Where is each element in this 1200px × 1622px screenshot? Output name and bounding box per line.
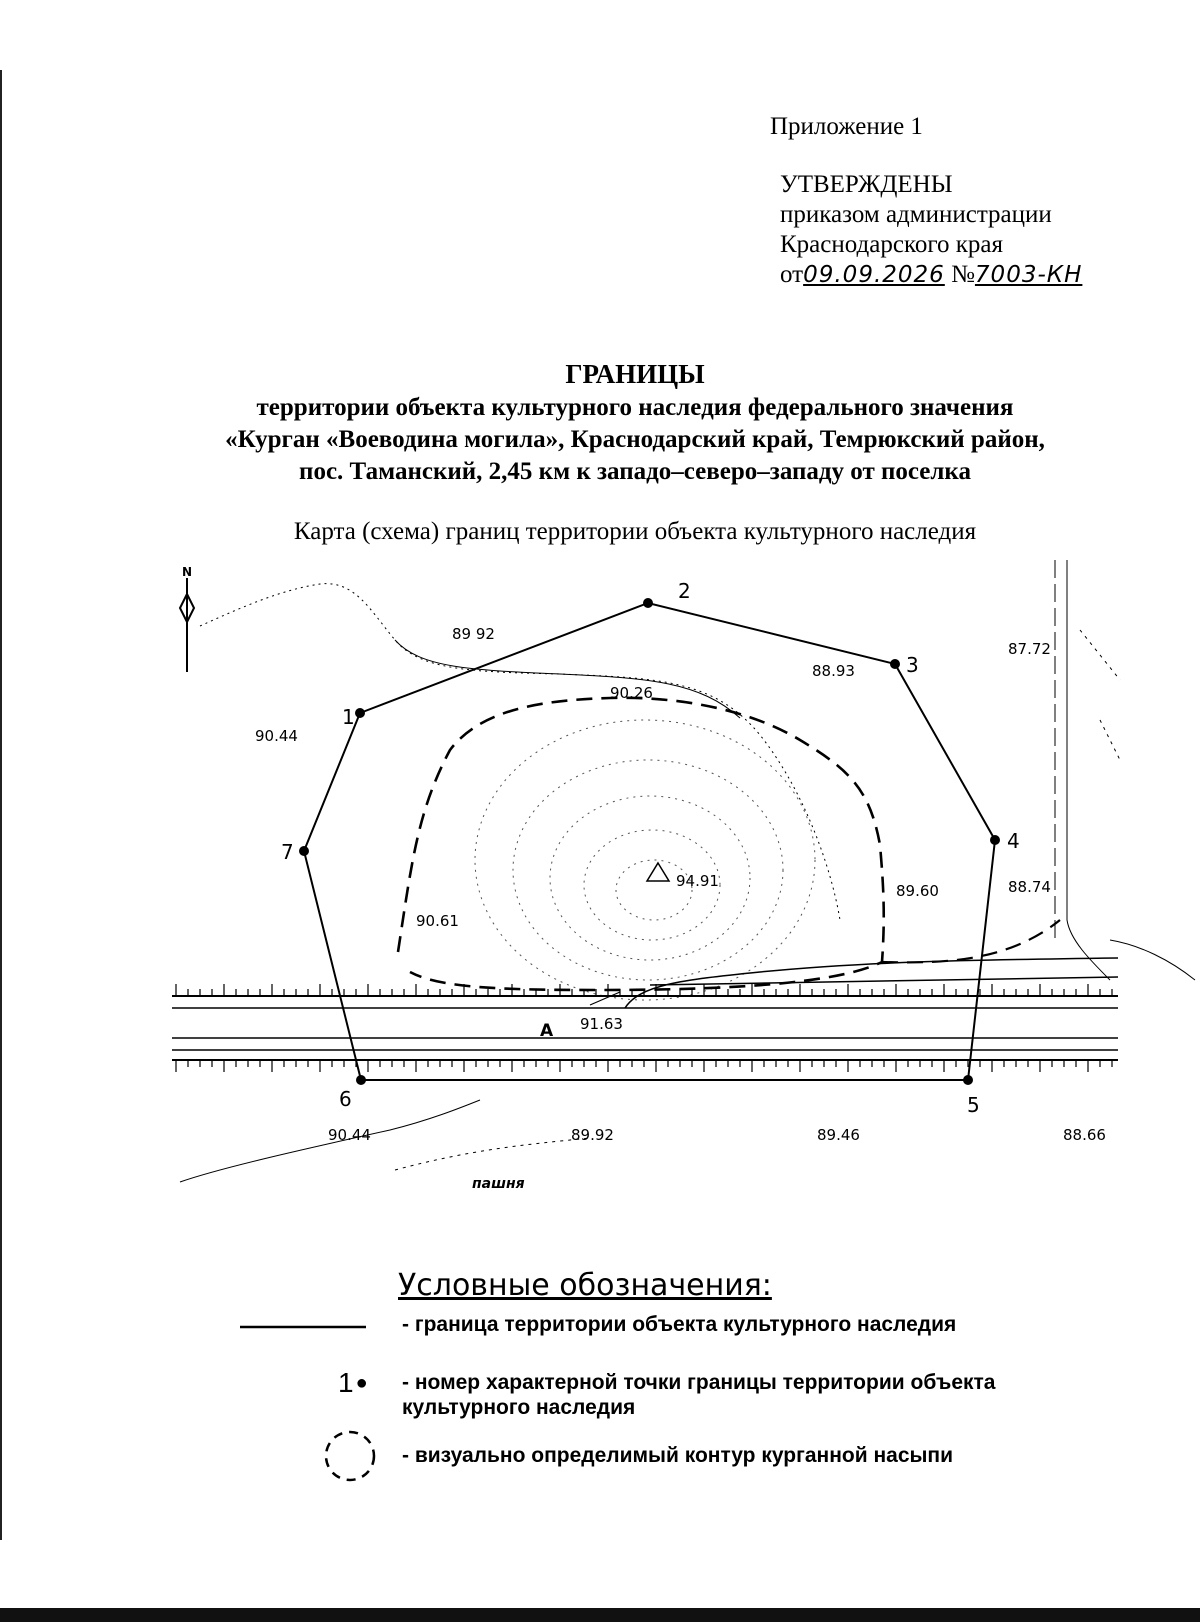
map-caption: Карта (схема) границ территории объекта культурного наследия: [293, 518, 977, 545]
approval-block: [770, 112, 1082, 290]
point-label-6: 6: [339, 1087, 352, 1111]
elevation-label: 88.66: [1063, 1126, 1106, 1144]
embankment-ticks-south: [176, 1060, 1112, 1072]
mound-outline: [398, 698, 884, 990]
point-label-1: 1: [342, 705, 355, 729]
summit-triangle-icon: [647, 863, 669, 881]
elevation-label: 89.92: [571, 1126, 614, 1144]
approved-label: УТВЕРЖДЕНЫ: [780, 171, 953, 198]
elevation-label: 88.74: [1008, 878, 1051, 896]
boundary-point-labels: [281, 579, 1020, 1117]
elevation-label: 90.61: [416, 912, 459, 930]
point-a-label: А: [540, 1021, 554, 1041]
legend-point-symbol: [338, 1367, 368, 1398]
boundary-point-markers: [299, 598, 1000, 1085]
north-label: N: [182, 565, 193, 579]
approved-by-order: приказом администрации: [780, 201, 1052, 228]
elevation-label: 88.93: [812, 662, 855, 680]
point-label-4: 4: [1007, 829, 1020, 853]
mound-relief: [475, 720, 815, 1000]
legend-item-mound: - визуально определимый контур курганной насыпи: [402, 1444, 954, 1467]
date-prefix: от: [780, 261, 804, 288]
title-main: ГРАНИЦЫ: [565, 359, 705, 389]
point-dot-icon: ●: [355, 1372, 368, 1394]
elevation-label: 89.46: [817, 1126, 860, 1144]
elevation-label: 89 92: [452, 625, 495, 643]
elevation-label: 94.91: [676, 872, 719, 890]
elevation-label: 89.60: [896, 882, 939, 900]
order-number: 7003-КН: [974, 262, 1083, 288]
point-label-2: 2: [678, 579, 691, 603]
land-label: пашня: [472, 1176, 525, 1192]
legend-item-point: - номер характерной точки границы территории объекта культурного наследия: [402, 1371, 996, 1419]
title-line-2: «Курган «Воеводина могила», Краснодарский край, Темрюкский район,: [225, 426, 1045, 453]
order-date: 09.09.2026: [803, 262, 945, 288]
title-line-3: пос. Таманский, 2,45 км к западо–северо–западу от поселка: [299, 458, 971, 485]
appendix-label: Приложение 1: [770, 113, 923, 140]
point-label-5: 5: [967, 1093, 980, 1117]
legend-item-boundary: - граница территории объекта культурного наследия: [402, 1313, 957, 1336]
elevation-label: 90.26: [610, 684, 653, 702]
legend-solid-line-icon: [240, 1322, 370, 1332]
approved-region: Краснодарского края: [780, 231, 1003, 258]
document-title: [80, 358, 1190, 488]
elevation-label: 91.63: [580, 1015, 623, 1033]
approval-date-line: [780, 260, 1082, 290]
number-prefix: №: [951, 261, 975, 288]
point-label-3: 3: [906, 653, 919, 677]
elevation-label: 90.44: [255, 727, 298, 745]
point-label-7: 7: [281, 840, 294, 864]
scan-bottom-edge: [0, 1608, 1200, 1622]
elevation-label: 90.44: [328, 1126, 371, 1144]
legend-point-number: 1: [338, 1367, 354, 1398]
elevation-label: 87.72: [1008, 640, 1051, 658]
boundary-map: [0, 560, 1200, 1240]
north-arrow-icon: [180, 565, 194, 672]
legend-title: Условные обозначения:: [398, 1268, 772, 1303]
title-line-1: территории объекта культурного наследия федерального значения: [256, 394, 1014, 421]
legend-dashed-circle-icon: [322, 1428, 378, 1484]
